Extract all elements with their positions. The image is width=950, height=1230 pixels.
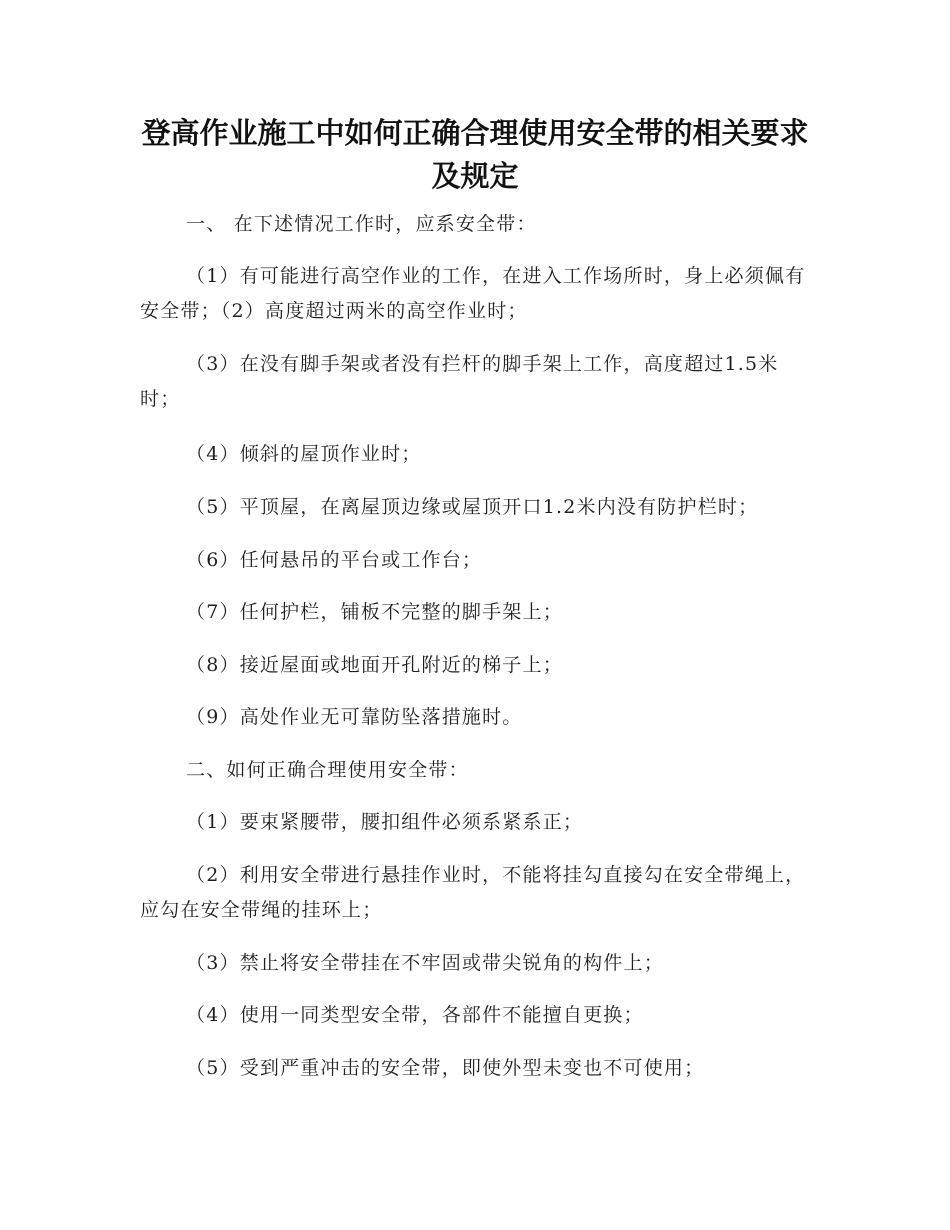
paragraph-item-7: （7）任何护栏，铺板不完整的脚手架上； [186, 601, 563, 623]
paragraph-item-4: （4）倾斜的屋顶作业时； [186, 443, 422, 465]
paragraph-item-9: （9）高处作业无可靠防坠落措施时。 [186, 706, 523, 728]
paragraph-section-1-heading: 一、 在下述情况工作时，应系安全带： [186, 213, 537, 235]
paragraph-usage-2: （2）利用安全带进行悬挂作业时，不能将挂勾直接勾在安全带绳上，应勾在安全带绳的挂环上； [140, 864, 806, 921]
paragraph-usage-1: （1）要束紧腰带，腰扣组件必须系紧系正； [186, 811, 584, 833]
document-body [140, 0, 810, 1230]
paragraph-usage-3: （3）禁止将安全带挂在不牢固或带尖锐角的构件上； [186, 952, 664, 974]
paragraph-item-5: （5）平顶屋，在离屋顶边缘或屋顶开口1.2米内没有防护栏时； [186, 496, 759, 518]
paragraph-item-6: （6）任何悬吊的平台或工作台； [186, 549, 483, 571]
paragraph-usage-4: （4）使用一同类型安全带，各部件不能擅自更换； [186, 1004, 644, 1026]
document-title: 登高作业施工中如何正确合理使用安全带的相关要求及规定 [141, 116, 809, 193]
paragraph-section-2-heading: 二、如何正确合理使用安全带： [186, 759, 469, 781]
paragraph-item-1-2: （1）有可能进行高空作业的工作，在进入工作场所时，身上必须佩有安全带；（2）高度超过两米的高空作业时； [140, 265, 806, 322]
paragraph-item-3: （3）在没有脚手架或者没有拦杆的脚手架上工作，高度超过1.5米时； [140, 353, 779, 410]
paragraph-item-8: （8）接近屋面或地面开孔附近的梯子上； [186, 654, 563, 676]
paragraph-usage-5: （5）受到严重冲击的安全带，即使外型未变也不可使用； [186, 1057, 705, 1079]
